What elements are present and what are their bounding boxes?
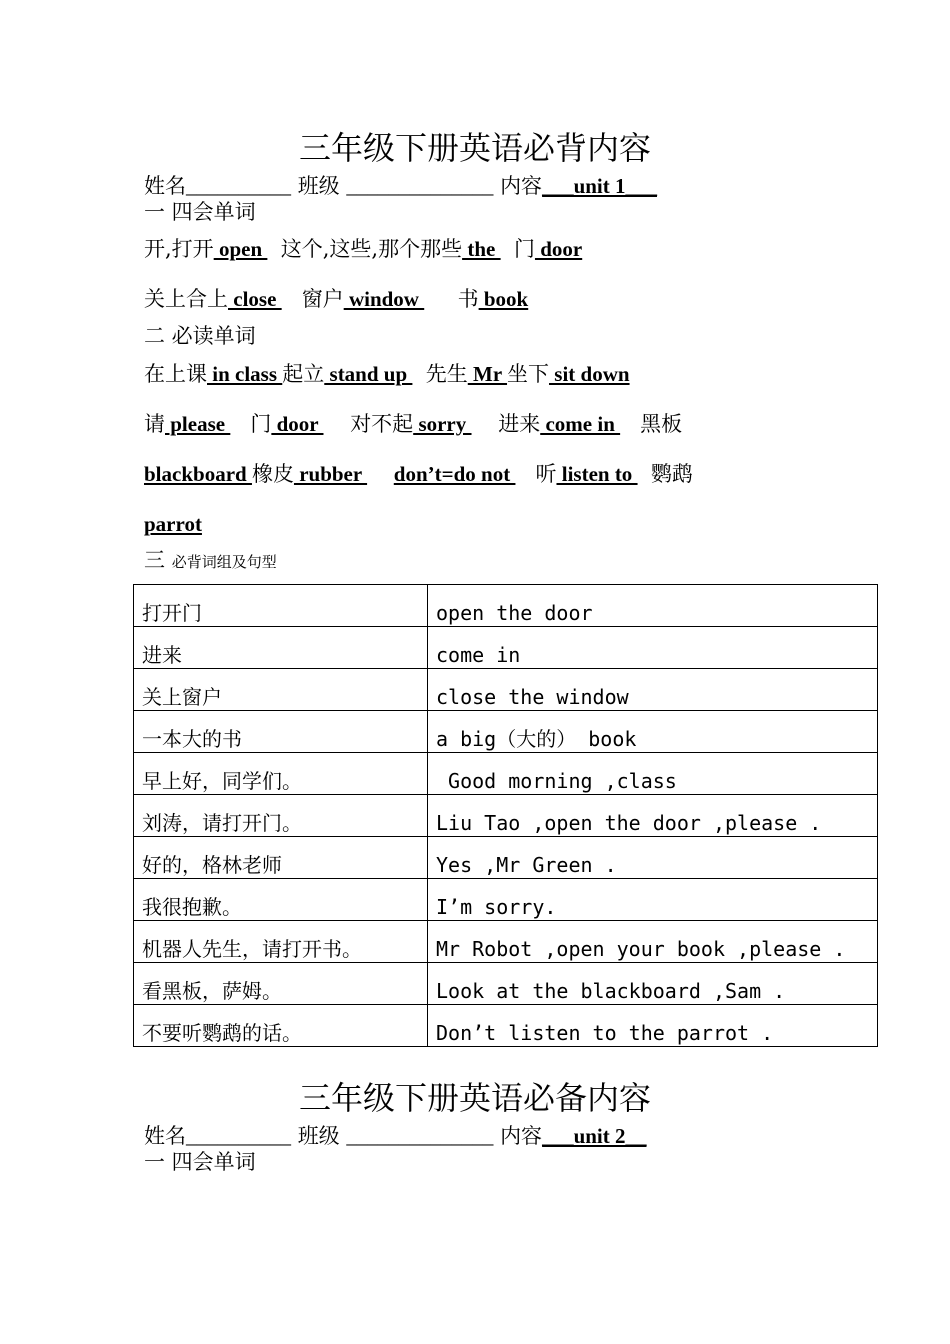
word-row <box>144 410 682 438</box>
word-en: stand up <box>324 362 413 386</box>
word-cn: 先生 <box>425 362 468 386</box>
word-cn: 坐下 <box>507 362 550 386</box>
word-en: open <box>213 237 268 261</box>
word-en: Mr <box>467 362 508 386</box>
phrase-english: Look at the blackboard ,Sam . <box>428 963 878 1005</box>
word-cn: 橡皮 <box>251 462 294 486</box>
word-row <box>144 510 202 538</box>
phrase-english: I’m sorry. <box>428 879 878 921</box>
word-cn: 黑板 <box>640 412 683 436</box>
word-row <box>144 360 630 388</box>
section-heading <box>144 546 277 576</box>
table-row <box>134 879 878 921</box>
table-row <box>134 963 878 1005</box>
class-blank: ______________ <box>346 174 494 198</box>
word-en: please <box>165 412 231 436</box>
word-row <box>144 285 528 313</box>
phrase-table <box>133 584 878 1047</box>
unit-value: ___unit 2__ <box>542 1124 647 1148</box>
word-en: book <box>478 287 529 311</box>
name-label: 姓名 <box>144 1124 186 1148</box>
table-row <box>134 837 878 879</box>
name-blank: __________ <box>186 174 291 198</box>
word-en: close <box>228 287 282 311</box>
page-title: 三年级下册英语必背内容 <box>298 129 651 167</box>
phrase-chinese: 关上窗户 <box>134 669 428 711</box>
word-cn: 书 <box>457 287 479 311</box>
phrase-english: Yes ,Mr Green . <box>428 837 878 879</box>
phrase-english: Mr Robot ,open your book ,please . <box>428 921 878 963</box>
word-cn: 窗户 <box>301 287 344 311</box>
word-en: sit down <box>549 362 630 386</box>
table-row <box>134 627 878 669</box>
unit-value: ___unit 1___ <box>542 174 657 198</box>
phrase-chinese: 不要听鹦鹉的话。 <box>134 1005 428 1047</box>
table-row <box>134 585 878 627</box>
word-cn: 起立 <box>282 362 325 386</box>
phrase-chinese: 刘涛，请打开门。 <box>134 795 428 837</box>
class-label: 班级 <box>297 174 340 198</box>
word-cn: 这个,这些,那个那些 <box>280 237 463 261</box>
word-en: in class <box>207 362 283 386</box>
class-blank: ______________ <box>346 1124 494 1148</box>
word-en: parrot <box>144 512 202 536</box>
section-number: 三 <box>144 548 165 572</box>
word-en: blackboard <box>144 462 252 486</box>
word-cn: 开,打开 <box>144 237 214 261</box>
name-blank: __________ <box>186 1124 291 1148</box>
phrase-english: open the door <box>428 585 878 627</box>
section-label: 必背词组及句型 <box>171 553 277 571</box>
word-en: don’t=do not <box>393 462 516 486</box>
phrase-chinese: 机器人先生，请打开书。 <box>134 921 428 963</box>
phrase-english: Liu Tao ,open the door ,please . <box>428 795 878 837</box>
phrase-table-body <box>134 585 878 1047</box>
phrase-english: Good morning ,class <box>428 753 878 795</box>
phrase-chinese: 好的，格林老师 <box>134 837 428 879</box>
word-cn: 在上课 <box>144 362 207 386</box>
word-en: window <box>343 287 425 311</box>
phrase-chinese: 一本大的书 <box>134 711 428 753</box>
word-en: the <box>462 237 501 261</box>
table-row <box>134 1005 878 1047</box>
phrase-english: come in <box>428 627 878 669</box>
table-row <box>134 711 878 753</box>
page-title-2: 三年级下册英语必备内容 <box>298 1079 651 1117</box>
word-cn: 请 <box>144 412 165 436</box>
table-row <box>134 795 878 837</box>
phrase-chinese: 进来 <box>134 627 428 669</box>
table-row <box>134 921 878 963</box>
phrase-chinese: 我很抱歉。 <box>134 879 428 921</box>
class-label: 班级 <box>297 1124 340 1148</box>
section-heading-2: 一 四会单词 <box>144 1150 256 1174</box>
word-cn: 听 <box>535 462 557 486</box>
word-en: door <box>271 412 324 436</box>
phrase-chinese: 早上好，同学们。 <box>134 753 428 795</box>
word-en: rubber <box>293 462 368 486</box>
phrase-english: Don’t listen to the parrot . <box>428 1005 878 1047</box>
section-heading: 二 必读单词 <box>144 324 256 348</box>
word-en: come in <box>540 412 621 436</box>
word-en: sorry <box>413 412 472 436</box>
table-row <box>134 669 878 711</box>
phrase-chinese: 打开门 <box>134 585 428 627</box>
word-cn: 对不起 <box>350 412 414 436</box>
word-cn: 门 <box>513 237 535 261</box>
content-label: 内容 <box>500 174 543 198</box>
phrase-english: a big（大的） book <box>428 711 878 753</box>
phrase-english: close the window <box>428 669 878 711</box>
word-en: listen to <box>556 462 638 486</box>
word-en: door <box>534 237 583 261</box>
word-cn: 进来 <box>498 412 541 436</box>
content-label: 内容 <box>500 1124 543 1148</box>
name-label: 姓名 <box>144 174 186 198</box>
word-cn: 鹦鹉 <box>650 462 693 486</box>
info-line-2 <box>144 1122 647 1150</box>
section-heading: 一 四会单词 <box>144 200 256 224</box>
word-cn: 门 <box>250 412 272 436</box>
word-row <box>144 235 582 263</box>
word-row <box>144 460 693 488</box>
word-cn: 关上合上 <box>144 287 228 311</box>
phrase-chinese: 看黑板，萨姆。 <box>134 963 428 1005</box>
info-line <box>144 172 657 200</box>
table-row <box>134 753 878 795</box>
